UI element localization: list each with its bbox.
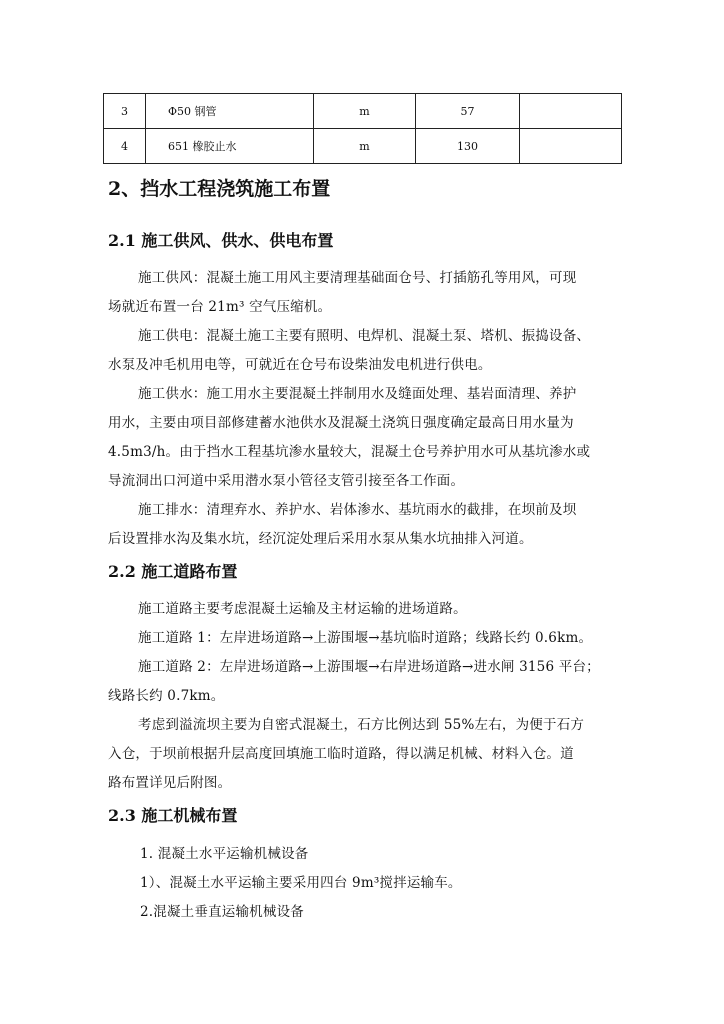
subsection-heading-2-2: 2.2 施工道路布置 bbox=[108, 562, 238, 581]
paragraph-line: 水泵及冲毛机用电等，可就近在仓号布设柴油发电机进行供电。 bbox=[108, 357, 492, 373]
cell-no: 4 bbox=[104, 129, 146, 164]
paragraph-line: 施工供风：混凝土施工用风主要清理基础面仓号、打插筋孔等用风，可现 bbox=[138, 270, 577, 286]
cell-unit: m bbox=[314, 94, 416, 129]
cell-no: 3 bbox=[104, 94, 146, 129]
list-item: 1）、混凝土水平运输主要采用四台 9m³搅拌运输车。 bbox=[140, 875, 462, 891]
section-heading: 2、挡水工程浇筑施工布置 bbox=[108, 178, 331, 200]
cell-qty: 130 bbox=[416, 129, 520, 164]
cell-qty: 57 bbox=[416, 94, 520, 129]
paragraph-line: 入仓，于坝前根据升层高度回填施工临时道路，得以满足机械、材料入仓。道 bbox=[108, 746, 574, 762]
paragraph-line: 场就近布置一台 21m³ 空气压缩机。 bbox=[108, 299, 332, 315]
paragraph-line: 施工排水：清理弃水、养护水、岩体渗水、基坑雨水的截排，在坝前及坝 bbox=[138, 502, 577, 518]
subsection-heading-2-1: 2.1 施工供风、供水、供电布置 bbox=[108, 231, 334, 250]
paragraph-line: 4.5m3/h。由于挡水工程基坑渗水量较大，混凝土仓号养护用水可从基坑渗水或 bbox=[108, 444, 591, 460]
cell-remark bbox=[520, 94, 622, 129]
list-item: 1. 混凝土水平运输机械设备 bbox=[140, 846, 309, 862]
table-row bbox=[104, 129, 622, 164]
materials-table bbox=[103, 93, 622, 164]
paragraph-line: 用水，主要由项目部修建蓄水池供水及混凝土浇筑日强度确定最高日用水量为 bbox=[108, 415, 574, 431]
paragraph-line: 施工供水：施工用水主要混凝土拌制用水及缝面处理、基岩面清理、养护 bbox=[138, 386, 577, 402]
paragraph-line: 施工道路 1：左岸进场道路→上游围堰→基坑临时道路；线路长约 0.6km。 bbox=[138, 630, 593, 646]
subsection-heading-2-3: 2.3 施工机械布置 bbox=[108, 806, 238, 825]
paragraph-line: 路布置详见后附图。 bbox=[108, 775, 232, 791]
paragraph-line: 考虑到溢流坝主要为自密式混凝土，石方比例达到 55%左右，为便于石方 bbox=[138, 717, 585, 733]
paragraph-line: 导流洞出口河道中采用潜水泵小管径支管引接至各工作面。 bbox=[108, 473, 465, 489]
cell-remark bbox=[520, 129, 622, 164]
paragraph-line: 线路长约 0.7km。 bbox=[108, 688, 225, 704]
paragraph-line: 后设置排水沟及集水坑，经沉淀处理后采用水泵从集水坑抽排入河道。 bbox=[108, 531, 533, 547]
cell-name: Φ50 钢管 bbox=[146, 94, 314, 129]
paragraph-line: 施工道路主要考虑混凝土运输及主材运输的进场道路。 bbox=[138, 601, 467, 617]
paragraph-line: 施工供电：混凝土施工主要有照明、电焊机、混凝土泵、塔机、振捣设备、 bbox=[138, 328, 591, 344]
table-row bbox=[104, 94, 622, 129]
cell-name: 651 橡胶止水 bbox=[146, 129, 314, 164]
cell-unit: m bbox=[314, 129, 416, 164]
list-item: 2.混凝土垂直运输机械设备 bbox=[140, 904, 304, 920]
paragraph-line: 施工道路 2：左岸进场道路→上游围堰→右岸进场道路→进水闸 3156 平台； bbox=[138, 659, 600, 675]
